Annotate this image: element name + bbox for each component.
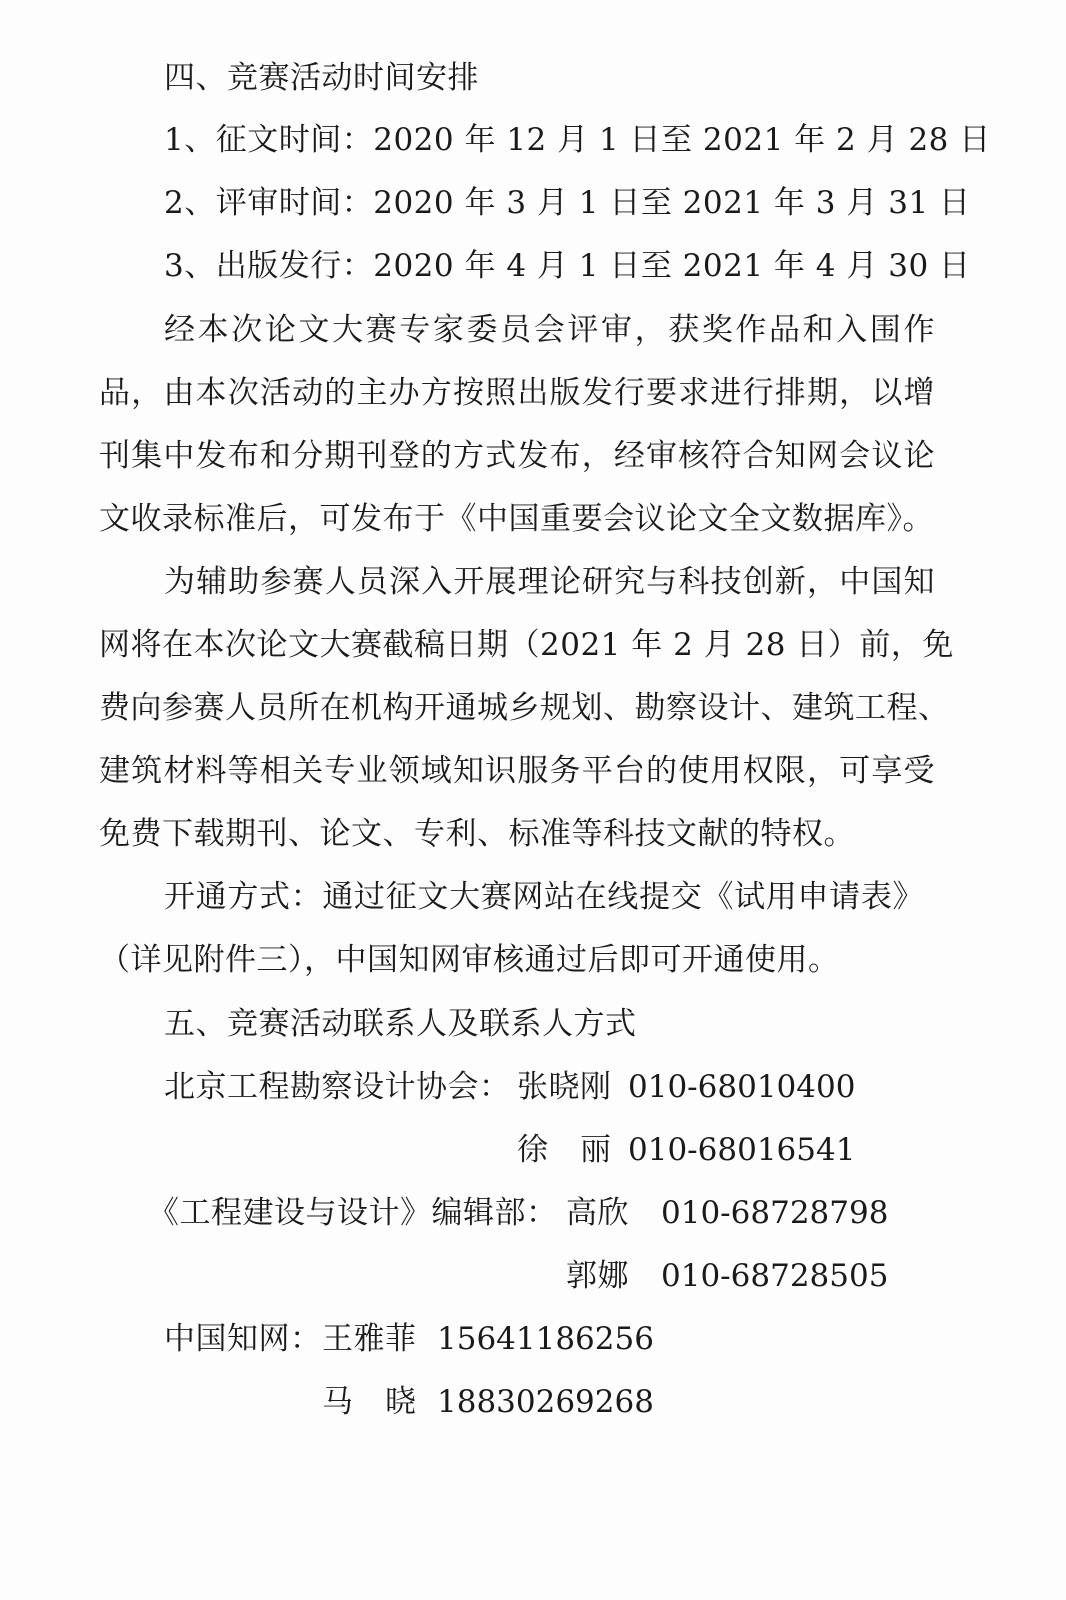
contact-row (164, 1067, 511, 1107)
schedule-item-review: 2、评审时间：2020 年 3 月 1 日至 2021 年 3 月 31 日 (164, 185, 971, 221)
contact-name: 徐 丽 (517, 1132, 612, 1168)
section-heading-contacts: 五、竞赛活动联系人及联系人方式 (164, 1006, 637, 1042)
paragraph-line: 刊集中发布和分期刊登的方式发布，经审核符合知网会议论 (99, 438, 935, 474)
contact-name: 王雅菲 (322, 1321, 417, 1357)
schedule-item-submission: 1、征文时间：2020 年 12 月 1 日至 2021 年 2 月 28 日 (164, 122, 991, 158)
contact-phone: 010-68016541 (628, 1132, 856, 1168)
contact-name: 郭娜 (566, 1258, 629, 1294)
paragraph-line: 文收录标准后，可发布于《中国重要会议论文全文数据库》。 (99, 501, 934, 537)
paragraph-line: 网将在本次论文大赛截稿日期（2021 年 2 月 28 日）前，免 (99, 627, 954, 663)
contact-phone: 15641186256 (437, 1321, 654, 1357)
paragraph-line: 免费下载期刊、论文、专利、标准等科技文献的特权。 (99, 816, 855, 852)
contact-name: 马 晓 (322, 1384, 417, 1420)
paragraph-line: （详见附件三），中国知网审核通过后即可开通使用。 (99, 942, 840, 978)
contact-phone: 010-68010400 (628, 1069, 856, 1105)
paragraph-line: 品，由本次活动的主办方按照出版发行要求进行排期，以增 (99, 375, 935, 411)
paragraph-line: 建筑材料等相关专业领域知识服务平台的使用权限，可享受 (99, 753, 935, 789)
paragraph-line: 为辅助参赛人员深入开展理论研究与科技创新，中国知 (164, 564, 935, 600)
schedule-item-publication: 3、出版发行：2020 年 4 月 1 日至 2021 年 4 月 30 日 (164, 248, 971, 284)
contact-phone: 18830269268 (437, 1384, 654, 1420)
contact-phone: 010-68728798 (661, 1195, 889, 1231)
org-label: 《工程建设与设计》编辑部： (148, 1195, 558, 1231)
contact-phone: 010-68728505 (661, 1258, 889, 1294)
paragraph-line: 费向参赛人员所在机构开通城乡规划、勘察设计、建筑工程、 (99, 690, 950, 726)
org-label: 中国知网： (164, 1321, 322, 1357)
org-label: 北京工程勘察设计协会： (164, 1069, 511, 1105)
contact-name: 高欣 (566, 1195, 629, 1231)
section-heading-schedule: 四、竞赛活动时间安排 (164, 60, 479, 96)
contact-name: 张晓刚 (517, 1069, 612, 1105)
paragraph-line: 经本次论文大赛专家委员会评审，获奖作品和入围作 (164, 312, 935, 348)
paragraph-line: 开通方式：通过征文大赛网站在线提交《试用申请表》 (164, 879, 924, 915)
